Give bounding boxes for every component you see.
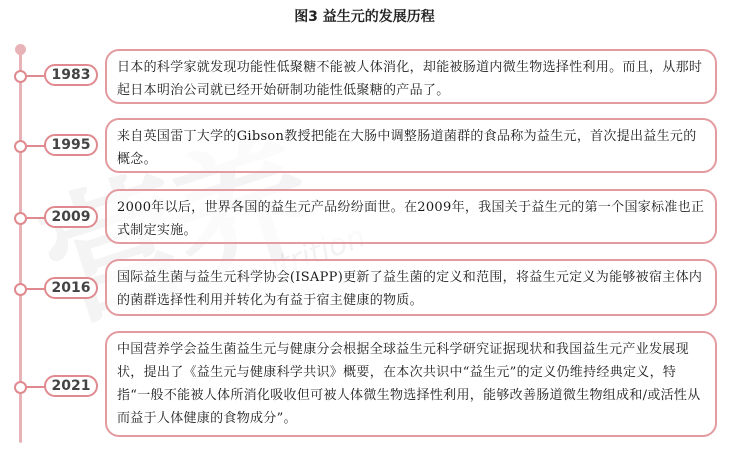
year-badge: 2016 <box>44 277 98 299</box>
year-badge: 1995 <box>44 134 98 156</box>
event-description: 日本的科学家就发现功能性低聚糖不能被人体消化，却能被肠道内微生物选择性利用。而且，从那时起日本明治公司就已经开始研制功能性低聚糖的产品了。 <box>105 49 717 104</box>
figure-title: 图3 益生元的发展历程 <box>294 9 435 25</box>
year-badge: 1983 <box>44 64 98 86</box>
timeline-connector <box>25 75 45 77</box>
year-badge: 2021 <box>44 375 98 397</box>
watermark-text: nutrition <box>237 219 371 296</box>
event-description: 2000年以后，世界各国的益生元产品纷纷面世。在2009年，我国关于益生元的第一个国家标准也正式制定实施。 <box>105 189 717 244</box>
timeline-connector <box>25 386 45 388</box>
event-description: 中国营养学会益生菌益生元与健康分会根据全球益生元科学研究证据现状和我国益生元产业发展现状，提出了《益生元与健康科学共识》概要，在本次共识中“益生元”的定义仍维持经典定义，特指“一般不能被人体所消化吸收但可被人体微生物选择性利用，能够改善肠道微生物组成和/或活性从而益于人体健康的食物成分”。 <box>105 331 717 437</box>
timeline-connector <box>25 217 45 219</box>
timeline-rail-start <box>15 44 26 55</box>
event-description: 来自英国雷丁大学的Gibson教授把能在大肠中调整肠道菌群的食品称为益生元，首次提出益生元的概念。 <box>105 118 717 173</box>
year-badge: 2009 <box>44 206 98 228</box>
timeline-connector <box>25 288 45 290</box>
event-description: 国际益生菌与益生元科学协会(ISAPP)更新了益生菌的定义和范围，将益生元定义为能够被宿主体内的菌群选择性利用并转化为有益于宿主健康的物质。 <box>105 259 717 316</box>
timeline-connector <box>25 145 45 147</box>
